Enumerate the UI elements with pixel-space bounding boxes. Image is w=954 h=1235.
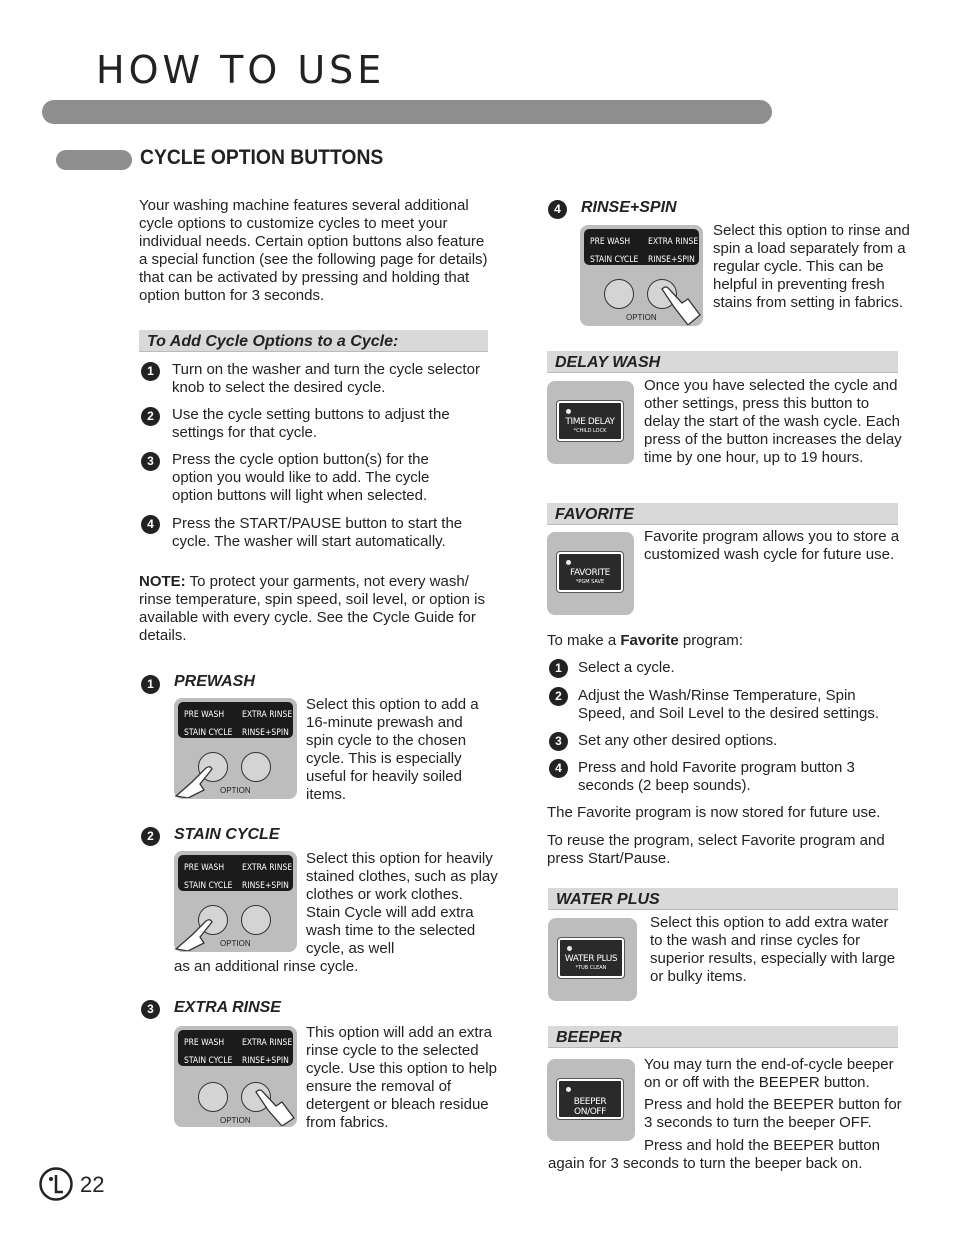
panel-label: PRE WASH	[184, 863, 225, 873]
step-number: 1	[549, 659, 568, 678]
panel-label: STAIN CYCLE	[590, 255, 639, 265]
note	[139, 573, 494, 645]
option-button	[604, 279, 634, 309]
button-face	[558, 938, 624, 978]
water-plus-text: Select this option to add extra water to the wash and rinse cycles for superior results, especially with large or bulky items.	[650, 914, 896, 985]
step-number: 4	[549, 759, 568, 778]
button-label: TIME DELAY	[565, 417, 615, 427]
extra-rinse-heading: EXTRA RINSE	[174, 999, 281, 1016]
delay-wash-text: Once you have selected the cycle and other settings, press this button to delay the start of the wash cycle. Each press of the button increases the delay time by one hour, up to 19 hours.	[644, 377, 902, 466]
stain-cycle-heading: STAIN CYCLE	[174, 826, 280, 843]
button-face	[557, 1079, 623, 1119]
note-text: To protect your garments, not every wash/ rinse temperature, spin speed, soil level, or option is available with every cycle. See the Cycle Guide for details.	[139, 573, 486, 644]
section-pill	[56, 150, 132, 170]
delay-wash-button-illustration	[547, 381, 634, 464]
panel-label: PRE WASH	[184, 710, 225, 720]
hand-icon	[174, 913, 224, 951]
panel-label: PRE WASH	[590, 237, 631, 247]
favorite-step-4: Press and hold Favorite program button 3 seconds (2 beep sounds).	[578, 759, 855, 794]
stain-cycle-panel-illustration	[174, 851, 297, 952]
step-number: 4	[141, 515, 160, 534]
option-number: 2	[141, 827, 160, 846]
option-number: 3	[141, 1000, 160, 1019]
option-label: OPTION	[626, 313, 657, 322]
panel-label: EXTRA RINSE	[242, 863, 293, 873]
add-step-2: Use the cycle setting buttons to adjust the settings for that cycle.	[172, 406, 450, 441]
button-sublabel: *TUB CLEAN	[575, 965, 607, 971]
rinse-spin-panel-illustration	[580, 225, 703, 326]
panel-display	[178, 702, 293, 738]
hand-icon	[658, 285, 703, 325]
make-bold: Favorite	[620, 632, 679, 649]
option-button	[241, 752, 271, 782]
panel-display	[584, 229, 699, 265]
button-label: FAVORITE	[570, 568, 610, 578]
beeper-text-2: Press and hold the BEEPER button for 3 seconds to turn the beeper OFF.	[644, 1096, 902, 1131]
panel-display	[178, 1030, 293, 1066]
option-button	[198, 1082, 228, 1112]
section-title: CYCLE OPTION BUTTONS	[140, 146, 384, 169]
add-step-3: Press the cycle option button(s) for the option you would like to add. The cycle option buttons will light when selected.	[172, 451, 430, 504]
delay-wash-heading: DELAY WASH	[547, 351, 898, 373]
button-sublabel: *CHILD LOCK	[573, 428, 607, 434]
panel-label: STAIN CYCLE	[184, 1056, 233, 1066]
panel-label: STAIN CYCLE	[184, 881, 233, 891]
button-face	[557, 552, 623, 592]
prewash-panel-illustration	[174, 698, 297, 799]
button-sublabel: *PGM SAVE	[575, 579, 605, 585]
button-face	[557, 401, 623, 441]
favorite-make-line	[547, 632, 897, 650]
step-number: 3	[141, 452, 160, 471]
extra-rinse-panel-illustration	[174, 1026, 297, 1127]
panel-label: STAIN CYCLE	[184, 728, 233, 738]
beeper-heading: BEEPER	[548, 1026, 898, 1048]
intro-paragraph: Your washing machine features several additional cycle options to customize cycles to meet your individual needs. Certain option buttons also feature a special function (see the following page for details) that can be activated by pressing and holding that option button for 3 seconds.	[139, 197, 488, 304]
panel-label: EXTRA RINSE	[242, 710, 293, 720]
panel-display	[178, 855, 293, 891]
rinse-spin-text: Select this option to rinse and spin a load separately from a regular cycle. This can be helpful in preventing fresh stains from setting in fabrics.	[713, 222, 910, 311]
led-icon	[566, 409, 571, 414]
panel-label: RINSE+SPIN	[242, 1056, 289, 1066]
beeper-button-illustration	[547, 1059, 635, 1141]
beeper-text-3: Press and hold the BEEPER button	[644, 1137, 880, 1154]
option-number: 1	[141, 675, 160, 694]
water-plus-button-illustration	[548, 918, 637, 1001]
favorite-step-2: Adjust the Wash/Rinse Temperature, Spin Speed, and Soil Level to the desired settings.	[578, 687, 880, 722]
rinse-spin-heading: RINSE+SPIN	[581, 199, 677, 216]
button-label: WATER PLUS	[564, 954, 618, 964]
led-icon	[566, 560, 571, 565]
favorite-heading: FAVORITE	[547, 503, 898, 525]
panel-label: PRE WASH	[184, 1038, 225, 1048]
panel-label: EXTRA RINSE	[242, 1038, 293, 1048]
option-number: 4	[548, 200, 567, 219]
stain-cycle-text-cont: as an additional rinse cycle.	[174, 958, 359, 975]
led-icon	[567, 946, 572, 951]
note-label: NOTE:	[139, 573, 186, 590]
favorite-step-3: Set any other desired options.	[578, 732, 778, 749]
step-number: 2	[549, 687, 568, 706]
led-icon	[566, 1087, 571, 1092]
option-button	[241, 905, 271, 935]
step-number: 1	[141, 362, 160, 381]
panel-label: RINSE+SPIN	[648, 255, 695, 265]
option-label: OPTION	[220, 1116, 251, 1125]
lg-logo-icon	[39, 1167, 73, 1201]
beeper-text-4: again for 3 seconds to turn the beeper back on.	[548, 1155, 863, 1172]
beeper-text-1: You may turn the end-of-cycle beeper on or off with the BEEPER button.	[644, 1056, 894, 1091]
favorite-reuse: To reuse the program, select Favorite program and press Start/Pause.	[547, 832, 885, 867]
add-step-4: Press the START/PAUSE button to start the cycle. The washer will start automatically.	[172, 515, 463, 550]
title-bar	[42, 100, 772, 124]
option-label: OPTION	[220, 786, 251, 795]
make-post: program:	[678, 632, 743, 649]
make-pre: To make a	[547, 632, 621, 649]
panel-label: RINSE+SPIN	[242, 728, 289, 738]
hand-icon	[174, 760, 224, 798]
page-number: 22	[80, 1172, 105, 1197]
step-number: 3	[549, 732, 568, 751]
step-number: 2	[141, 407, 160, 426]
prewash-heading: PREWASH	[174, 673, 255, 690]
hand-icon	[252, 1088, 297, 1126]
button-label: BEEPER ON/OFF	[573, 1097, 607, 1117]
panel-label: EXTRA RINSE	[648, 237, 699, 247]
favorite-button-illustration	[547, 532, 634, 615]
favorite-stored: The Favorite program is now stored for future use.	[547, 804, 881, 821]
stain-cycle-text: Select this option for heavily stained clothes, such as play clothes or work clothes. Stain Cycle will add extra wash time to the selected cycle, as well	[306, 850, 498, 957]
favorite-step-1: Select a cycle.	[578, 659, 675, 676]
prewash-text: Select this option to add a 16-minute prewash and spin cycle to the chosen cycle. This is especially useful for heavily soiled items.	[306, 696, 479, 803]
add-step-1: Turn on the washer and turn the cycle selector knob to select the desired cycle.	[172, 361, 480, 396]
water-plus-heading: WATER PLUS	[548, 888, 898, 910]
page-title: HOW TO USE	[96, 48, 386, 92]
option-label: OPTION	[220, 939, 251, 948]
add-options-heading: To Add Cycle Options to a Cycle:	[139, 330, 488, 352]
favorite-text: Favorite program allows you to store a customized wash cycle for future use.	[644, 528, 900, 563]
panel-label: RINSE+SPIN	[242, 881, 289, 891]
extra-rinse-text: This option will add an extra rinse cycle to the selected cycle. Use this option to help ensure the removal of detergent or bleach residue from fabrics.	[306, 1024, 497, 1131]
